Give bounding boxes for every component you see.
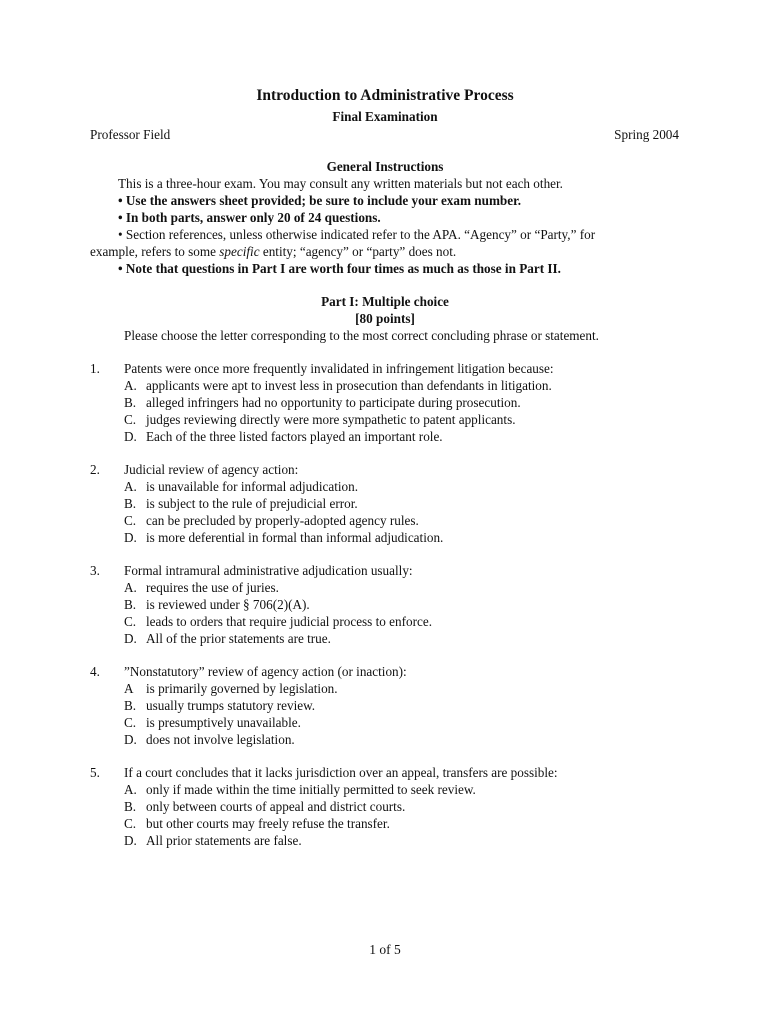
question-number: 2. [90,462,100,477]
option-letter: D. [124,429,137,444]
option-letter: A [124,681,134,696]
option-text: Each of the three listed factors played an important role. [146,429,443,444]
question-number: 3. [90,563,100,578]
option-list [124,377,552,445]
option-text: but other courts may freely refuse the transfer. [146,816,390,831]
option-d [124,630,432,647]
option-a [124,579,432,596]
option-list [124,579,432,647]
instruction-text-6: • Note that questions in Part I are worth four times as much as those in Part II. [118,261,561,276]
option-text: is primarily governed by legislation. [146,681,338,696]
option-letter: B. [124,597,137,612]
option-letter: C. [124,614,137,629]
question-stem: Patents were once more frequently invalidated in infringement litigation because: [124,361,554,376]
option-letter: A. [124,378,137,393]
option-text: alleged infringers had no opportunity to participate during prosecution. [146,395,521,410]
option-text: only if made within the time initially permitted to seek review. [146,782,476,797]
part-points: [80 points] [355,311,415,326]
option-list [124,781,476,849]
option-b [124,697,338,714]
question-number: 1. [90,361,100,376]
option-letter: B. [124,698,137,713]
part-title: Part I: Multiple choice [321,294,449,309]
question-number: 4. [90,664,100,679]
option-letter: A. [124,782,137,797]
document-subtitle: Final Examination [332,109,438,124]
option-text: leads to orders that require judicial process to enforce. [146,614,432,629]
option-c [124,613,432,630]
option-d [124,529,443,546]
option-letter: B. [124,799,137,814]
option-b [124,596,432,613]
question-stem: If a court concludes that it lacks jurisdiction over an appeal, transfers are possible: [124,765,558,780]
option-d [124,428,552,445]
instruction-line-1 [118,175,563,192]
option-text: is more deferential in formal than informal adjudication. [146,530,444,545]
instruction-line-4 [118,226,595,243]
option-list [124,680,338,748]
instruction-line-3 [118,209,381,226]
option-letter: D. [124,833,137,848]
option-c [124,714,338,731]
option-a [124,680,338,697]
option-text: All prior statements are false. [146,833,302,848]
option-letter: D. [124,530,137,545]
option-d [124,832,476,849]
question-stem: Formal intramural administrative adjudication usually: [124,563,413,578]
option-text: does not involve legislation. [146,732,295,747]
option-text: requires the use of juries. [146,580,279,595]
option-letter: D. [124,732,137,747]
option-letter: C. [124,715,137,730]
option-c [124,815,476,832]
instruction-text-5a: example, refers to some [90,244,220,259]
option-b [124,495,443,512]
option-c [124,512,443,529]
option-c [124,411,552,428]
instruction-text-5b: entity; “agency” or “party” does not. [259,244,457,259]
option-letter: C. [124,513,137,528]
option-a [124,377,552,394]
instruction-text-1: This is a three-hour exam. You may consult any written materials but not each other. [118,176,563,191]
option-letter: C. [124,816,137,831]
instruction-line-6 [118,260,561,277]
option-letter: B. [124,496,137,511]
option-text: is unavailable for informal adjudication. [146,479,359,494]
option-text: is subject to the rule of prejudicial error. [146,496,358,511]
instruction-line-5 [90,243,456,260]
professor-name: Professor Field [90,127,171,142]
option-text: can be precluded by properly-adopted agency rules. [146,513,419,528]
option-letter: A. [124,580,137,595]
option-letter: A. [124,479,137,494]
option-text: only between courts of appeal and district courts. [146,799,406,814]
option-d [124,731,338,748]
instruction-text-2: • Use the answers sheet provided; be sure to include your exam number. [118,193,522,208]
document-title: Introduction to Administrative Process [256,87,514,104]
option-text: is presumptively unavailable. [146,715,301,730]
exam-term: Spring 2004 [614,127,679,142]
option-b [124,798,476,815]
option-a [124,478,443,495]
option-list [124,478,443,546]
instruction-text-4: • Section references, unless otherwise indicated refer to the APA. “Agency” or “Party,” for [118,227,596,242]
option-letter: B. [124,395,137,410]
option-text: usually trumps statutory review. [146,698,316,713]
question-number: 5. [90,765,100,780]
option-letter: D. [124,631,137,646]
option-text: is reviewed under § 706(2)(A). [146,597,310,612]
option-text: applicants were apt to invest less in prosecution than defendants in litigation. [146,378,552,393]
instructions-heading: General Instructions [326,159,444,174]
question-stem: ”Nonstatutory” review of agency action (or inaction): [124,664,407,679]
option-text: judges reviewing directly were more sympathetic to patent applicants. [146,412,516,427]
option-text: All of the prior statements are true. [146,631,331,646]
part-instruction: Please choose the letter corresponding to the most correct concluding phrase or statement. [124,328,599,343]
question-stem: Judicial review of agency action: [124,462,299,477]
option-b [124,394,552,411]
option-letter: C. [124,412,137,427]
option-a [124,781,476,798]
instruction-text-5-emphasis: specific [219,244,260,259]
instruction-text-3: • In both parts, answer only 20 of 24 questions. [118,210,381,225]
instruction-line-2 [118,192,521,209]
page-number: 1 of 5 [369,942,401,957]
